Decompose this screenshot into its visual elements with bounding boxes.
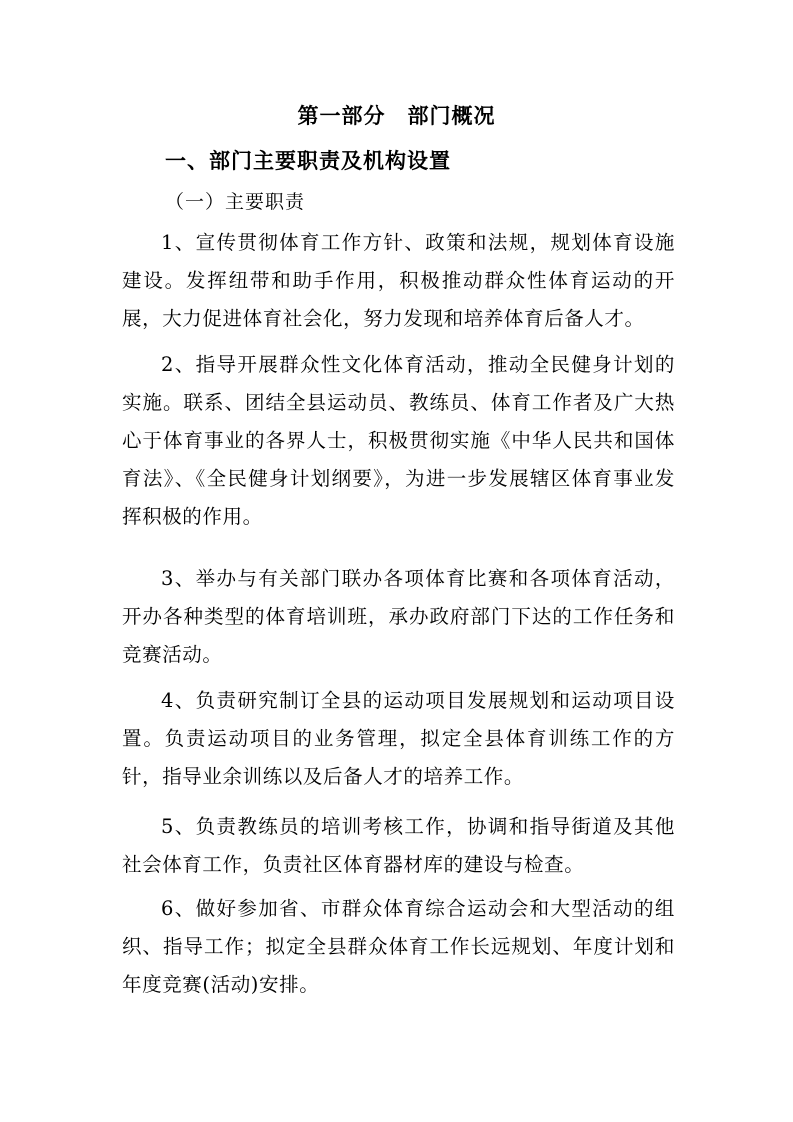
- page-title: 第一部分 部门概况: [297, 104, 496, 128]
- section-heading: 一、部门主要职责及机构设置: [165, 149, 451, 173]
- paragraph-duty-6: 6、做好参加省、市群众体育综合运动会和大型活动的组织、指导工作；拟定全县群众体育工作长远规划、年度计划和年度竞赛(活动)安排。: [122, 897, 675, 996]
- subsection-heading: （一）主要职责: [165, 191, 306, 213]
- paragraph-duty-4: 4、负责研究制订全县的运动项目发展规划和运动项目设置。负责运动项目的业务管理，拟定全县体育训练工作的方针，指导业余训练以及后备人才的培养工作。: [122, 689, 675, 788]
- paragraph-duty-1: 1、宣传贯彻体育工作方针、政策和法规，规划体育设施建设。发挥纽带和助手作用，积极推动群众性体育运动的开展，大力促进体育社会化，努力发现和培养体育后备人才。: [122, 231, 675, 330]
- paragraph-duty-3: 3、举办与有关部门联办各项体育比赛和各项体育活动，开办各种类型的体育培训班，承办政府部门下达的工作任务和竞赛活动。: [122, 567, 675, 666]
- paragraph-duty-5: 5、负责教练员的培训考核工作，协调和指导街道及其他社会体育工作，负责社区体育器材库的建设与检查。: [122, 815, 675, 876]
- paragraph-duty-2: 2、指导开展群众性文化体育活动，推动全民健身计划的实施。联系、团结全县运动员、教练员、体育工作者及广大热心于体育事业的各界人士，积极贯彻实施《中华人民共和国体育法》、《全民健身计划纲要》，为进一步发展辖区体育事业发挥积极的作用。: [122, 353, 675, 528]
